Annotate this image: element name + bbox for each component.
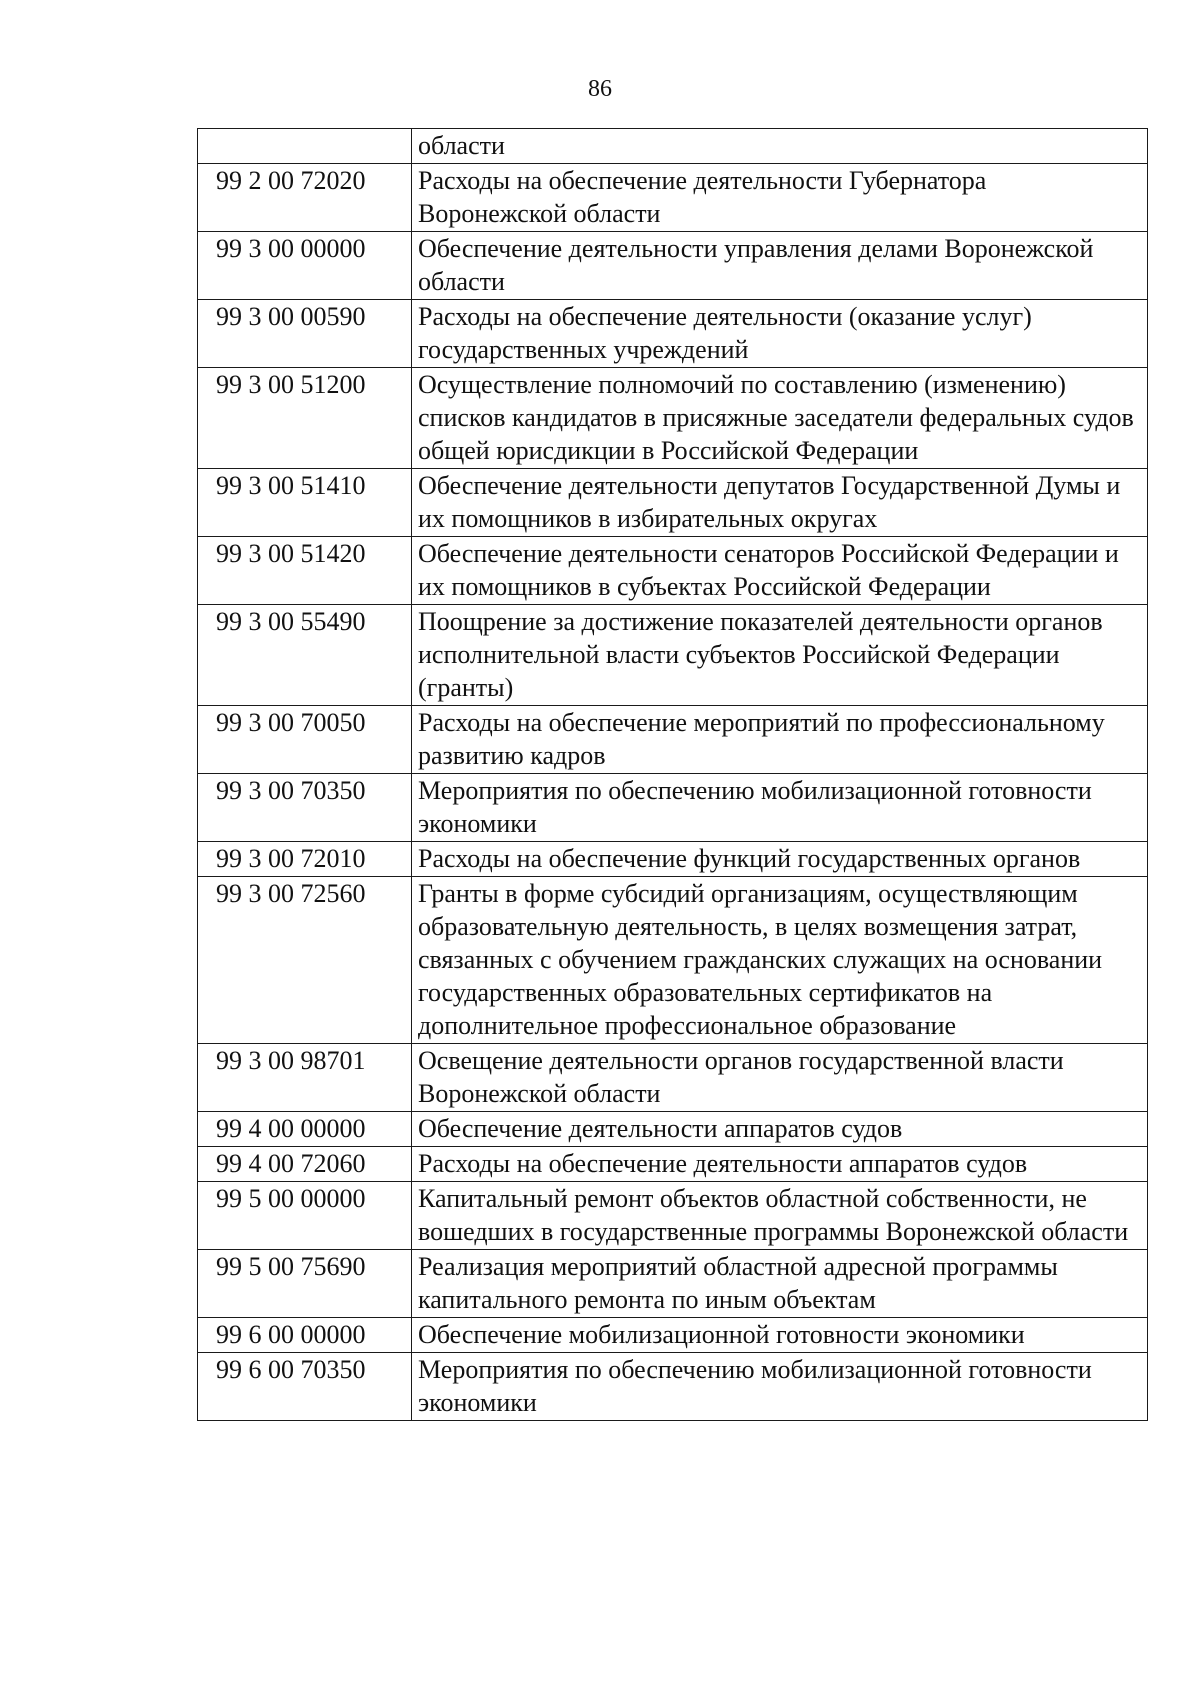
row-description: Обеспечение деятельности депутатов Государственной Думы и их помощников в избирательных округах bbox=[412, 469, 1148, 537]
row-code: 99 3 00 70050 bbox=[198, 706, 412, 774]
row-description: Мероприятия по обеспечению мобилизационной готовности экономики bbox=[412, 774, 1148, 842]
row-code: 99 5 00 75690 bbox=[198, 1250, 412, 1318]
row-description: Расходы на обеспечение деятельности (оказание услуг) государственных учреждений bbox=[412, 300, 1148, 368]
row-code: 99 3 00 51200 bbox=[198, 368, 412, 469]
table-row bbox=[198, 1112, 1148, 1147]
row-description: Реализация мероприятий областной адресной программы капитального ремонта по иным объектам bbox=[412, 1250, 1148, 1318]
table-row bbox=[198, 706, 1148, 774]
table-row bbox=[198, 368, 1148, 469]
row-code bbox=[198, 129, 412, 164]
table-row bbox=[198, 469, 1148, 537]
row-code: 99 3 00 51410 bbox=[198, 469, 412, 537]
row-description: Гранты в форме субсидий организациям, осуществляющим образовательную деятельность, в целях возмещения затрат, связанных с обучением гражданских служащих на основании государственных образовательных сертификатов на дополнительное профессиональное образование bbox=[412, 877, 1148, 1044]
table-body bbox=[198, 129, 1148, 1421]
row-code: 99 3 00 00590 bbox=[198, 300, 412, 368]
row-code: 99 4 00 72060 bbox=[198, 1147, 412, 1182]
table-row bbox=[198, 1182, 1148, 1250]
table-row bbox=[198, 774, 1148, 842]
row-description: Капитальный ремонт объектов областной собственности, не вошедших в государственные программы Воронежской области bbox=[412, 1182, 1148, 1250]
table-row bbox=[198, 1250, 1148, 1318]
table-row bbox=[198, 164, 1148, 232]
table-row bbox=[198, 605, 1148, 706]
row-description: Обеспечение деятельности управления делами Воронежской области bbox=[412, 232, 1148, 300]
row-code: 99 6 00 00000 bbox=[198, 1318, 412, 1353]
row-description: области bbox=[412, 129, 1148, 164]
page-number: 86 bbox=[588, 76, 612, 102]
table-row bbox=[198, 537, 1148, 605]
row-code: 99 4 00 00000 bbox=[198, 1112, 412, 1147]
row-description: Расходы на обеспечение деятельности аппаратов судов bbox=[412, 1147, 1148, 1182]
budget-classification-table bbox=[197, 128, 1148, 1421]
row-description: Обеспечение деятельности аппаратов судов bbox=[412, 1112, 1148, 1147]
row-code: 99 3 00 72010 bbox=[198, 842, 412, 877]
table-row bbox=[198, 129, 1148, 164]
row-description: Мероприятия по обеспечению мобилизационной готовности экономики bbox=[412, 1353, 1148, 1421]
table-row bbox=[198, 300, 1148, 368]
table-row bbox=[198, 842, 1148, 877]
row-code: 99 3 00 72560 bbox=[198, 877, 412, 1044]
row-code: 99 6 00 70350 bbox=[198, 1353, 412, 1421]
row-description: Расходы на обеспечение функций государственных органов bbox=[412, 842, 1148, 877]
table-row bbox=[198, 1353, 1148, 1421]
row-code: 99 3 00 00000 bbox=[198, 232, 412, 300]
row-description: Поощрение за достижение показателей деятельности органов исполнительной власти субъектов Российской Федерации (гранты) bbox=[412, 605, 1148, 706]
row-code: 99 3 00 55490 bbox=[198, 605, 412, 706]
table-row bbox=[198, 232, 1148, 300]
table-row bbox=[198, 1044, 1148, 1112]
row-description: Освещение деятельности органов государственной власти Воронежской области bbox=[412, 1044, 1148, 1112]
row-code: 99 3 00 70350 bbox=[198, 774, 412, 842]
table-row bbox=[198, 877, 1148, 1044]
table-row bbox=[198, 1147, 1148, 1182]
row-description: Обеспечение деятельности сенаторов Российской Федерации и их помощников в субъектах Российской Федерации bbox=[412, 537, 1148, 605]
table-row bbox=[198, 1318, 1148, 1353]
row-description: Расходы на обеспечение мероприятий по профессиональному развитию кадров bbox=[412, 706, 1148, 774]
row-code: 99 3 00 51420 bbox=[198, 537, 412, 605]
row-code: 99 2 00 72020 bbox=[198, 164, 412, 232]
row-description: Осуществление полномочий по составлению (изменению) списков кандидатов в присяжные заседатели федеральных судов общей юрисдикции в Российской Федерации bbox=[412, 368, 1148, 469]
row-description: Расходы на обеспечение деятельности Губернатора Воронежской области bbox=[412, 164, 1148, 232]
row-code: 99 5 00 00000 bbox=[198, 1182, 412, 1250]
row-code: 99 3 00 98701 bbox=[198, 1044, 412, 1112]
row-description: Обеспечение мобилизационной готовности экономики bbox=[412, 1318, 1148, 1353]
